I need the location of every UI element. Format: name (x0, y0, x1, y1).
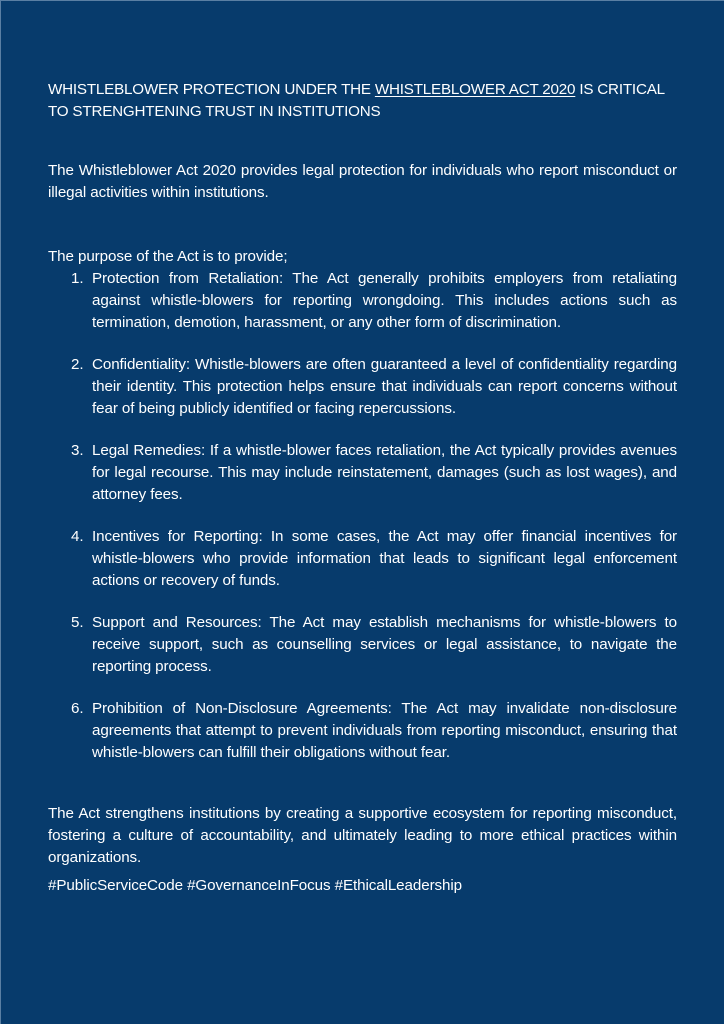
list-item-number: 1. (71, 270, 84, 287)
list-item-text: Protection from Retaliation: The Act generally prohibits employers from retaliating against whistle-blowers for reporting wrongdoing. This includes actions such as termination, demotion, harassment, or any other form of discrimination. (92, 270, 677, 331)
intro-paragraph: The Whistleblower Act 2020 provides legal protection for individuals who report misconduct or illegal activities within institutions. (48, 162, 677, 201)
list-item-number: 5. (71, 614, 84, 631)
purpose-list (48, 268, 677, 764)
list-item-number: 6. (71, 700, 84, 717)
list-item-text: Prohibition of Non-Disclosure Agreements: The Act may invalidate non-disclosure agreements that attempt to prevent individuals from reporting misconduct, ensuring that whistle-blowers can fulfill their obligations without fear. (92, 700, 677, 761)
list-item-number: 3. (71, 442, 84, 459)
list-item (48, 612, 677, 678)
page-title (48, 79, 677, 123)
purpose-lead: The purpose of the Act is to provide; (48, 248, 288, 265)
list-item-text: Support and Resources: The Act may establish mechanisms for whistle-blowers to receive support, such as counselling services or legal assistance, to navigate the reporting process. (92, 614, 677, 675)
list-item-text: Incentives for Reporting: In some cases, the Act may offer financial incentives for whistle-blowers who provide information that leads to significant legal enforcement actions or recovery of funds. (92, 528, 677, 589)
list-item (48, 268, 677, 334)
hashtags: #PublicServiceCode #GovernanceInFocus #EthicalLeadership (48, 877, 462, 894)
list-item (48, 526, 677, 592)
title-suffix: IS CRITICAL TO STRENGHTENING TRUST IN INSTITUTIONS (48, 81, 665, 120)
list-item (48, 698, 677, 764)
document-body (48, 79, 677, 897)
list-item-text: Confidentiality: Whistle-blowers are often guaranteed a level of confidentiality regarding their identity. This protection helps ensure that individuals can report concerns without fear of being publicly identified or facing repercussions. (92, 356, 677, 417)
whistleblower-act-link[interactable]: WHISTLEBLOWER ACT 2020 (374, 81, 576, 98)
list-item-text: Legal Remedies: If a whistle-blower faces retaliation, the Act typically provides avenues for legal recourse. This may include reinstatement, damages (such as lost wages), and attorney fees. (92, 442, 677, 503)
list-item-number: 2. (71, 356, 84, 373)
conclusion-paragraph: The Act strengthens institutions by creating a supportive ecosystem for reporting misconduct, fostering a culture of accountability, and ultimately leading to more ethical practices within organizations. (48, 805, 677, 866)
title-prefix: WHISTLEBLOWER PROTECTION UNDER THE (48, 81, 375, 98)
page-edge-left (0, 0, 1, 1024)
list-item (48, 440, 677, 506)
list-item-number: 4. (71, 528, 84, 545)
page-edge-top (0, 0, 724, 1)
list-item (48, 354, 677, 420)
